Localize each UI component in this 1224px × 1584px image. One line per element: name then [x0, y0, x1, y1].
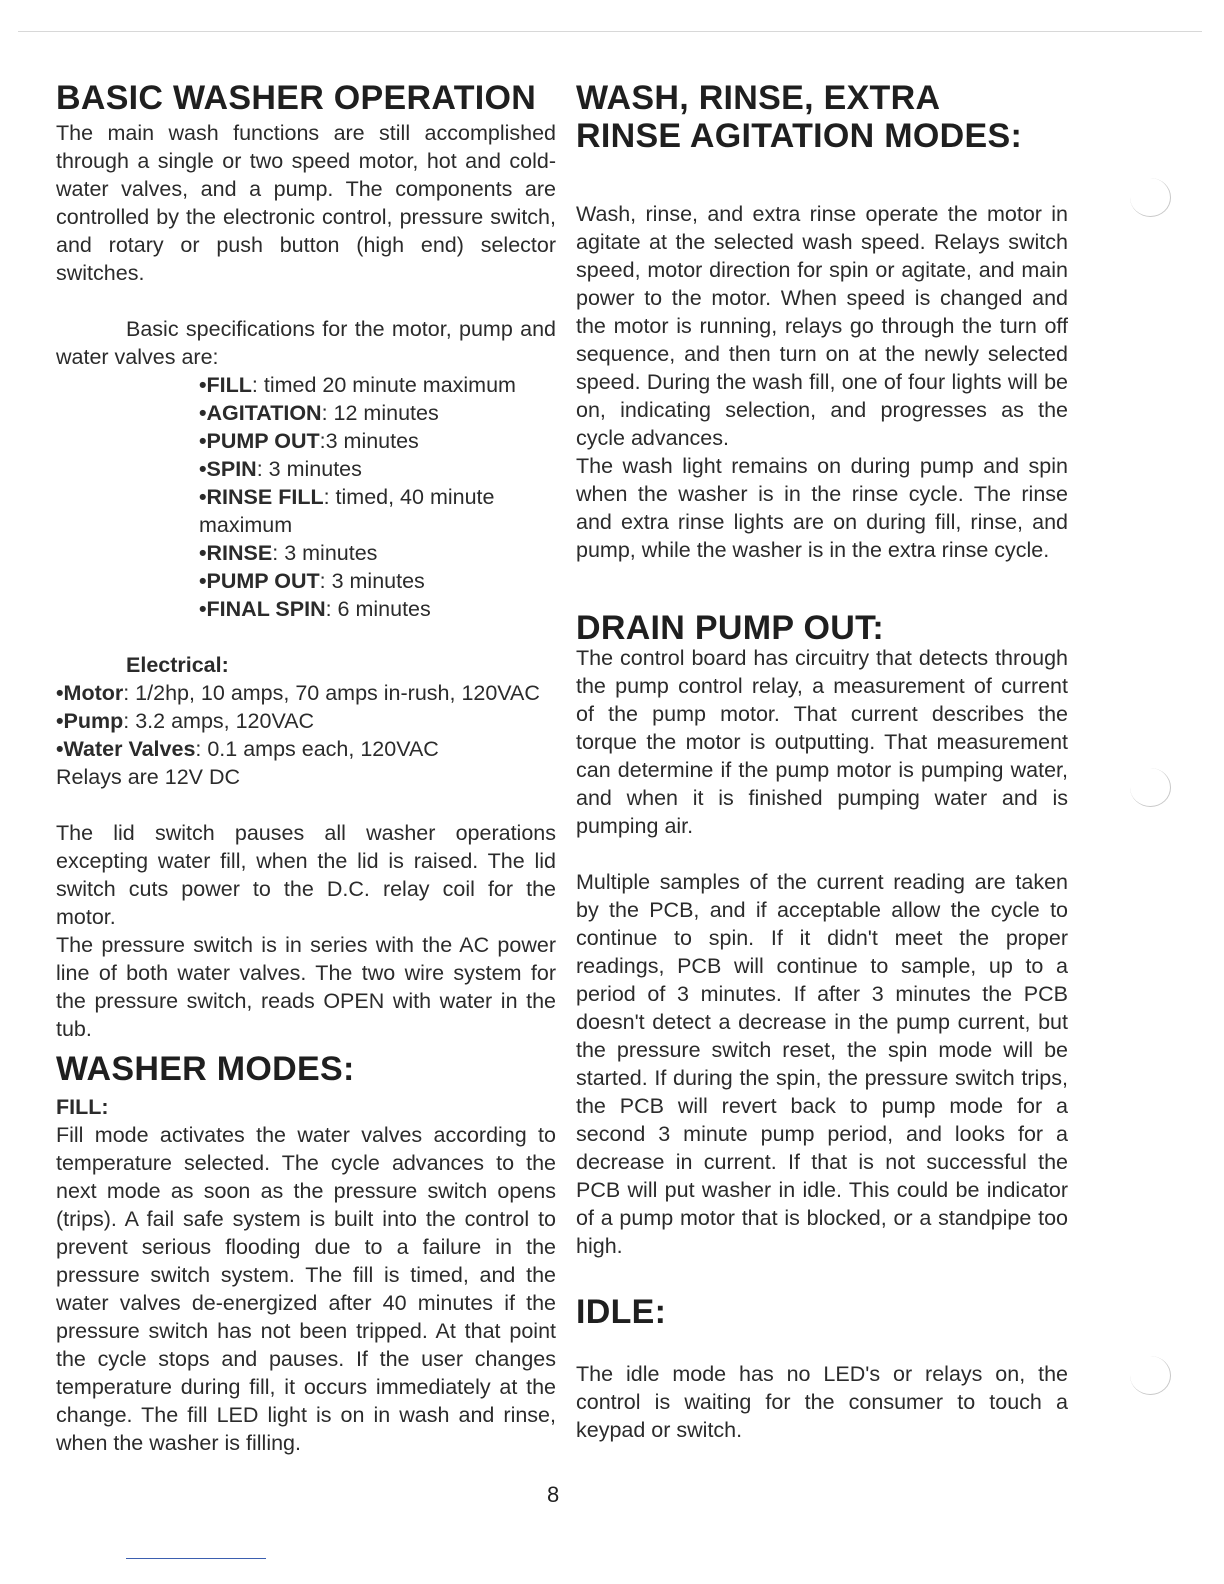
spec-item: •RINSE: 3 minutes: [199, 541, 378, 565]
top-rule: [18, 31, 1202, 32]
electrical-item: •Motor: 1/2hp, 10 amps, 70 amps in-rush, 120VAC: [56, 681, 540, 705]
electrical-heading: Electrical:: [126, 653, 229, 677]
specs-intro: Basic specifications for the motor, pump and water valves are:: [56, 317, 556, 369]
lid-switch-paragraph: The lid switch pauses all washer operations excepting water fill, when the lid is raised. The lid switch cuts power to the D.C. relay coil for the motor.: [56, 821, 556, 929]
spec-item: •SPIN: 3 minutes: [199, 457, 362, 481]
heading-basic-washer-operation: BASIC WASHER OPERATION: [56, 79, 537, 117]
intro-paragraph: The main wash functions are still accomplished through a single or two speed motor, hot and cold-water valves, and a pump. The components are controlled by the electronic control, pressure switch, and rotary or push button (high end) selector switches.: [56, 121, 556, 285]
heading-agitation-modes-line2: RINSE AGITATION MODES:: [576, 117, 1023, 155]
spec-item: •RINSE FILL: timed, 40 minute maximum: [199, 485, 495, 537]
idle-paragraph: The idle mode has no LED's or relays on, the control is waiting for the consumer to touch a keypad or switch.: [576, 1362, 1068, 1442]
punch-hole-mark: [1130, 1356, 1171, 1395]
pressure-switch-paragraph: The pressure switch is in series with the AC power line of both water valves. The two wire system for the pressure switch, reads OPEN with water in the tub.: [56, 933, 556, 1041]
footer-rule: [126, 1558, 266, 1559]
agitation-paragraph: Wash, rinse, and extra rinse operate the motor in agitate at the selected wash speed. Relays switch speed, motor direction for spin or agitate, and main power to the motor. When speed is changed and the motor is running, relays go through the turn off sequence, and then turn on at the newly selected speed. During the wash fill, one of four lights will be on, indicating selection, and progresses as the cycle advances.: [576, 202, 1068, 450]
specs-list: [56, 371, 556, 623]
spec-item: •PUMP OUT:3 minutes: [199, 429, 419, 453]
fill-heading: FILL:: [56, 1095, 109, 1119]
relays-text: Relays are 12V DC: [56, 765, 241, 789]
page-number: 8: [547, 1482, 560, 1507]
right-column: [576, 78, 1068, 1444]
electrical-item: •Water Valves: 0.1 amps each, 120VAC: [56, 737, 439, 761]
left-column: [56, 78, 556, 1457]
heading-idle: IDLE:: [576, 1293, 667, 1331]
electrical-item: •Pump: 3.2 amps, 120VAC: [56, 709, 315, 733]
spec-item: •AGITATION: 12 minutes: [199, 401, 439, 425]
heading-agitation-modes-line1: WASH, RINSE, EXTRA: [576, 79, 941, 117]
heading-washer-modes: WASHER MODES:: [56, 1050, 355, 1088]
drain-paragraph-2: Multiple samples of the current reading are taken by the PCB, and if acceptable allow the cycle to continue to spin. If it didn't meet the proper readings, PCB will continue to sample, up to a period of 3 minutes. If after 3 minutes the PCB doesn't detect a decrease in the pump current, but the pressure switch reset, the spin mode will be started. If during the spin, the pressure switch trips, the PCB will revert back to pump mode for a second 3 minute pump period, and looks for a decrease in current. If that is not successful the PCB will put washer in idle. This could be indicator of a pump motor that is blocked, or a standpipe too high.: [576, 870, 1068, 1258]
punch-hole-mark: [1130, 178, 1171, 217]
spec-item: •FILL: timed 20 minute maximum: [199, 373, 516, 397]
spec-item: •FINAL SPIN: 6 minutes: [199, 597, 431, 621]
heading-drain-pump-out: DRAIN PUMP OUT:: [576, 609, 884, 647]
punch-hole-mark: [1130, 768, 1171, 807]
spec-item: •PUMP OUT: 3 minutes: [199, 569, 425, 593]
agitation-paragraph-2: The wash light remains on during pump and spin when the washer is in the rinse cycle. The rinse and extra rinse lights are on during fill, rinse, and pump, while the washer is in the extra rinse cycle.: [576, 454, 1068, 562]
drain-paragraph: The control board has circuitry that detects through the pump control relay, a measurement of current of the pump motor. That current describes the torque the motor is outputting. That measurement can determine if the pump motor is pumping water, and when it is finished pumping water and is pumping air.: [576, 646, 1068, 838]
fill-paragraph: Fill mode activates the water valves according to temperature selected. The cycle advances to the next mode as soon as the pressure switch opens (trips). A fail safe system is built into the control to prevent serious flooding due to a failure in the pressure switch system. The fill is timed, and the water valves de-energized after 40 minutes if the pressure switch has not been tripped. At that point the cycle stops and pauses. If the user changes temperature during fill, it occurs immediately at the change. The fill LED light is on in wash and rinse, when the washer is filling.: [56, 1123, 556, 1455]
